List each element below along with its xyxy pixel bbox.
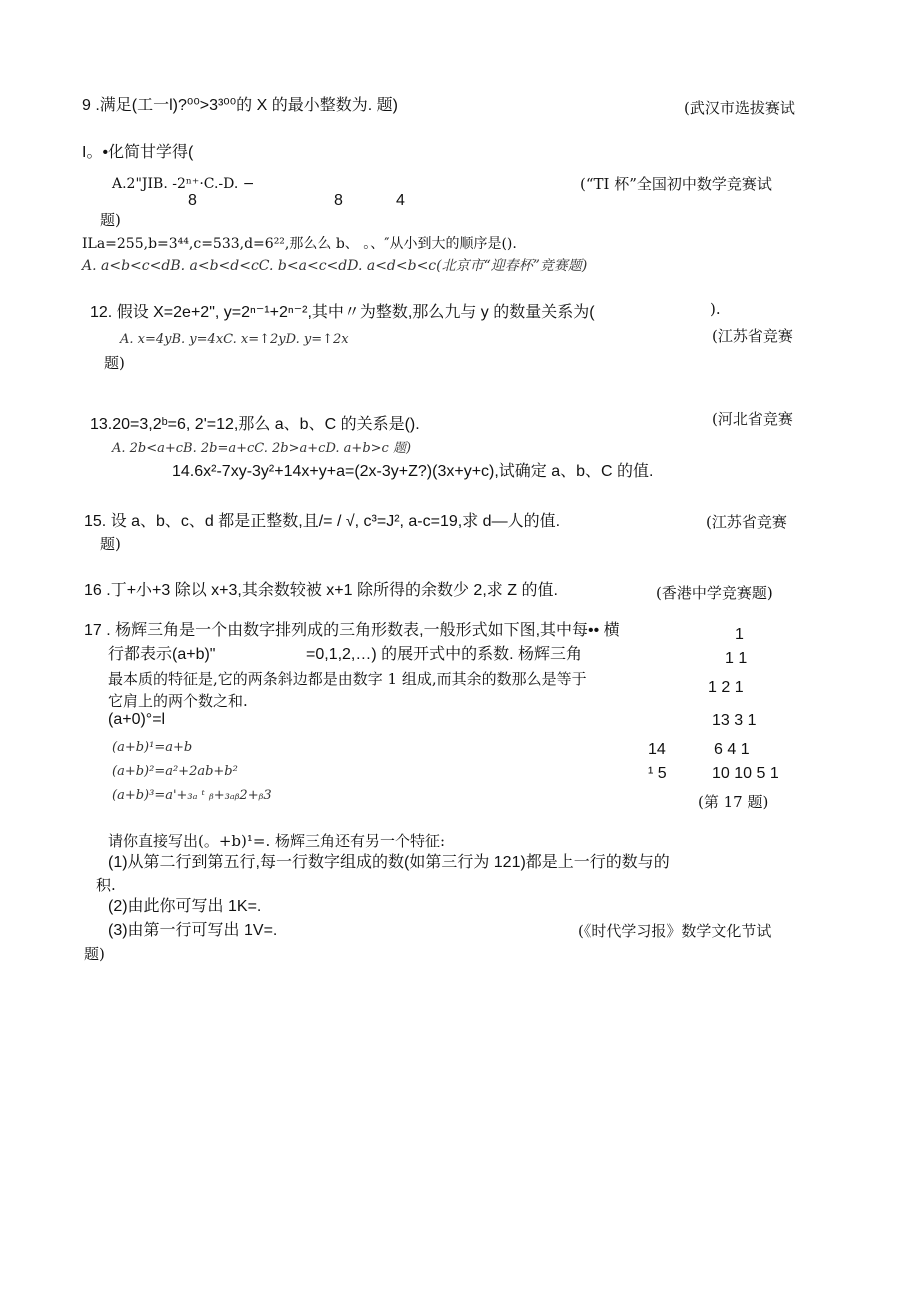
q17-p2: (2)由此你可写出 1K=. bbox=[108, 898, 262, 915]
q17-line2b: =0,1,2,…) 的展开式中的系数. 杨辉三角 bbox=[306, 646, 583, 663]
q17-line2a: 行都表示(a+b)" bbox=[108, 646, 216, 663]
q12-tail: 题) bbox=[104, 354, 125, 372]
q13-options: A. 2b<a+cB. 2b=a+cC. 2b>a+cD. a+b>c 题) bbox=[112, 441, 412, 456]
q17-exp3: (a+b)³=a'+₃ₐ ᵗ ᵦ+₃ₐᵦ2+ᵦ3 bbox=[112, 788, 272, 803]
q10-denom-3: 4 bbox=[396, 192, 405, 209]
q16-source: (香港中学竞赛题) bbox=[656, 584, 773, 602]
q17-p1a: (1)从第二行到第五行,每一行数字组成的数(如第三行为 121)都是上一行的数与的 bbox=[108, 854, 670, 871]
q17-tail: 题) bbox=[84, 945, 105, 963]
q17-exp2: (a+b)²=a²+2ab+b² bbox=[112, 764, 238, 779]
q11-options: A. a<b<c<dB. a<b<d<cC. b<a<c<dD. a<d<b<c(北京市“迎春杯”竞赛题) bbox=[82, 258, 588, 274]
q17-source: (《时代学习报》数学文化节试 bbox=[578, 922, 772, 940]
q15-tail: 题) bbox=[100, 535, 121, 553]
q17-line3: 最本质的特征是,它的两条斜边都是由数字 1 组成,而其余的数那么是等于 bbox=[108, 670, 587, 688]
q10-denom-2: 8 bbox=[334, 192, 343, 209]
q14-text: 14.6x²-7xy-3y²+14x+y+a=(2x-3y+Z?)(3x+y+c),试确定 a、b、C 的值. bbox=[172, 463, 654, 480]
q15-source: (江苏省竞赛 bbox=[706, 513, 787, 531]
q12-source: (江苏省竞赛 bbox=[712, 327, 793, 345]
q12-end: ). bbox=[710, 300, 721, 318]
q10-text: I。•化简甘学得( bbox=[82, 144, 194, 161]
q10-source: (“TI 杯”全国初中数学竞赛试 bbox=[580, 175, 772, 193]
q16-text: 16 .丁+小+3 除以 x+3,其余数较被 x+1 除所得的余数少 2,求 Z 的值. bbox=[84, 582, 558, 599]
q17-p1b: 积. bbox=[96, 876, 116, 894]
triangle-row-3: 1 2 1 bbox=[708, 679, 744, 696]
q17-exp1: (a+b)¹=a+b bbox=[112, 740, 193, 755]
q9-source: (武汉市选拔赛试 bbox=[684, 99, 795, 117]
triangle-row-5-right: 6 4 1 bbox=[714, 741, 750, 758]
q9-text: 9 .满足(工一l)?⁰⁰>3³⁰⁰的 X 的最小整数为. 题) bbox=[82, 97, 398, 114]
q17-p3: (3)由第一行可写出 1V=. bbox=[108, 922, 278, 939]
q17-ask: 请你直接写出(。+b)¹=. 杨辉三角还有另一个特征: bbox=[108, 832, 446, 850]
triangle-row-5-left: 14 bbox=[648, 741, 666, 758]
q10-tail: 题) bbox=[100, 211, 121, 229]
q13-source: (河北省竞赛 bbox=[712, 410, 793, 428]
q17-exp0: (a+0)°=l bbox=[108, 711, 166, 728]
triangle-row-1: 1 bbox=[735, 626, 744, 643]
triangle-row-2: 1 1 bbox=[725, 650, 748, 667]
q12-text: 12. 假设 X=2e+2", y=2ⁿ⁻¹+2ⁿ⁻²,其中〃为整数,那么九与 y 的数量关系为( bbox=[90, 304, 595, 321]
q17-line1: 17 . 杨辉三角是一个由数字排列成的三角形数表,一般形式如下图,其中每•• 横 bbox=[84, 622, 620, 639]
triangle-row-6-left: ¹ 5 bbox=[648, 765, 667, 782]
q15-text: 15. 设 a、b、c、d 都是正整数,且/= / √, c³=J², a-c=19,求 d—人的值. bbox=[84, 513, 561, 530]
triangle-row-4: 13 3 1 bbox=[712, 712, 757, 729]
q11-text: ILa=255,b=3⁴⁴,c=533,d=6²²,那么么 b、 。、″从小到大的顺序是(). bbox=[82, 236, 517, 252]
q17-caption: (第 17 题) bbox=[698, 793, 769, 811]
q12-options: A. x=4yB. y=4xC. x=↑2yD. y=↑2x bbox=[120, 332, 349, 347]
q13-text: 13.20=3,2ᵇ=6, 2'=12,那么 a、b、C 的关系是(). bbox=[90, 416, 420, 433]
q10-options: A.2"JIB. -2ⁿ⁺·C.-D. − bbox=[112, 176, 255, 192]
q17-line4: 它肩上的两个数之和. bbox=[108, 692, 248, 710]
triangle-row-6-right: 10 10 5 1 bbox=[712, 765, 779, 782]
q10-denom-1: 8 bbox=[188, 192, 197, 209]
